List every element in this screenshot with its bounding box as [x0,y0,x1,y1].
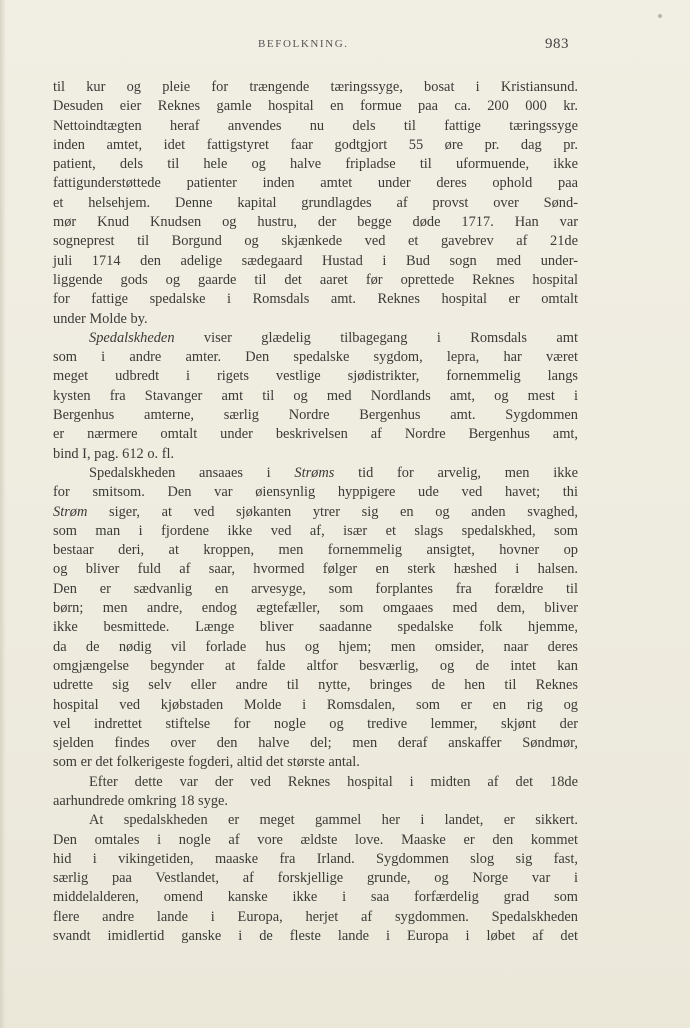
line-text: liggende gods og gaarde til det aaret før oprettede Reknes hospital [53,271,578,288]
text-line [53,406,578,425]
text-line [53,329,578,348]
line-text: aarhundrede omkring 18 syge. [53,792,229,809]
line-text: udrette sig selv eller andre til nytte, bringes de hen til Reknes [53,677,578,694]
text-line [53,503,578,522]
text-line [53,310,578,329]
line-text-lead: Spedalskheden ansaaes i [89,464,295,481]
text-line [53,696,578,715]
line-text: et helsehjem. Denne kapital grundlagdes af provst over Sønd- [53,194,578,211]
text-line [53,657,578,676]
text-line [53,97,578,116]
line-text: fattigunderstøttede patienter inden amtet under deres ophold paa [53,175,578,192]
line-text: At spedalskheden er meget gammel her i landet, er sikkert. [89,812,578,829]
line-text: flere andre lande i Europa, herjet af sygdommen. Spedalskheden [53,908,578,925]
text-line [53,348,578,367]
text-line [53,483,578,502]
line-text: Den er sædvanlig en arvesyge, som forplantes fra forældre til [53,580,578,597]
line-text: vel indrettet stiftelse for nogle og tredive lemmer, skjønt der [53,715,578,732]
line-text: sogneprest til Borgund og skjænkede ved et gavebrev af 21de [53,233,578,250]
text-line [53,194,578,213]
text-line [53,580,578,599]
line-text: særlig paa Vestlandet, af forskjellige grunde, og Norge var i [53,870,578,887]
text-line [53,367,578,386]
line-text: bind I, pag. 612 o. fl. [53,445,175,462]
text-line [53,638,578,657]
italic-term: Spedalskheden [89,329,175,346]
italic-term: Strøm [53,503,88,520]
line-text: til kur og pleie for trængende tæringssyge, bosat i Kristiansund. [53,79,578,95]
line-text: patient, dels til hele og halve fripladse til uformuende, ikke [53,156,578,173]
line-text: da de nødig vil forlade hus og hjem; men omsider, naar deres [53,638,578,655]
text-line [53,117,578,136]
text-line [53,869,578,888]
text-line [53,773,578,792]
text-line [53,290,578,309]
text-line [53,232,578,251]
text-line [53,908,578,927]
page-header [0,36,690,56]
text-line [53,213,578,232]
text-line [53,888,578,907]
text-line [53,174,578,193]
line-text: Den omtales i nogle af vore ældste love. Maaske er den kommet [53,831,578,848]
line-text: inden amtet, idet fattigstyret faar godtgjort 55 øre pr. dag pr. [53,136,578,153]
text-line [53,271,578,290]
text-line [53,541,578,560]
line-text: omgjængelse begynder at falde altfor besværlig, og de intet kan [53,657,578,674]
italic-term: Strøms [294,464,335,481]
text-line [53,811,578,830]
line-text: hid i vikingetiden, maaske fra Irland. Sygdommen slog sig fast, [53,850,578,867]
line-text: ikke besmittede. Længe bliver saadanne spedalske folk hjemme, [53,619,578,636]
line-text: er nærmere omtalt under beskrivelsen af Nordre Bergenhus amt, [53,426,578,443]
line-text: svandt imidlertid ganske i de fleste lande i Europa i løbet af det [53,928,578,945]
text-line [53,715,578,734]
binding-shadow [0,0,6,1028]
text-line [53,599,578,618]
line-text: meget udbredt i rigets vestlige sjødistrikter, fornemmelig langs [53,368,578,385]
line-text: Bergenhus amterne, særlig Nordre Bergenhus amt. Sygdommen [53,407,578,424]
text-line [53,927,578,946]
line-text: Efter dette var der ved Reknes hospital i midten af det 18de [89,773,578,790]
page-speck [658,14,662,18]
text-line [53,831,578,850]
line-text: middelalderen, omend kanske ikke i saa forfærdelig grad som [53,889,578,906]
line-text: bestaar deri, at kroppen, men fornemmelig ansigtet, hovner op [53,542,578,559]
text-line [53,387,578,406]
line-text: Nettoindtægten heraf anvendes nu dels til fattige tæringssyge [53,117,578,134]
line-text: som i andre amter. Den spedalske sygdom, lepra, har været [53,349,578,366]
text-line [53,753,578,772]
line-text: viser glædelig tilbagegang i Romsdals amt [174,329,578,346]
text-line [53,464,578,483]
text-line [53,618,578,637]
line-text: kysten fra Stavanger amt til og med Nordlands amt, og mest i [53,387,578,404]
text-line [53,252,578,271]
text-line [53,560,578,579]
line-text: siger, at ved sjøkanten ytrer sig en og anden svaghed, [87,503,578,520]
line-text: for fattige spedalske i Romsdals amt. Reknes hospital er omtalt [53,291,578,308]
line-text: sjelden findes over den halve del; men deraf anskaffer Søndmør, [53,735,578,752]
text-line [53,734,578,753]
text-line [53,792,578,811]
page-number: 983 [545,36,569,52]
line-text: tid for arvelig, men ikke [334,464,578,481]
text-line [53,155,578,174]
text-line [53,676,578,695]
line-text: som er det folkerigeste fogderi, altid det største antal. [53,754,360,771]
line-text: hospital ved kjøbstaden Molde i Romsdalen, som er en rig og [53,696,578,713]
text-line [53,136,578,155]
line-text: og bliver fuld af saar, hvormed følger en sterk hæshed i halsen. [53,561,578,578]
line-text: for smitsom. Den var øiensynlig hyppigere ude ved havet; thi [53,484,578,501]
running-head: BEFOLKNING. [258,38,349,50]
line-text: børn; men andre, endog ægtefæller, som omgaaes med dem, bliver [53,600,578,617]
line-text: Desuden eier Reknes gamle hospital en formue paa ca. 200 000 kr. [53,98,578,115]
text-line [53,78,578,97]
line-text: under Molde by. [53,310,148,327]
body-text [53,78,578,946]
text-line [53,850,578,869]
text-line [53,425,578,444]
text-line [53,522,578,541]
line-text: juli 1714 den adelige sædegaard Hustad i Bud sogn med under- [53,252,578,269]
line-text: mør Knud Knudsen og hustru, der begge døde 1717. Han var [53,214,578,231]
text-line [53,445,578,464]
line-text: som man i fjordene ikke ved af, især et slags spedalskhed, som [53,522,578,539]
